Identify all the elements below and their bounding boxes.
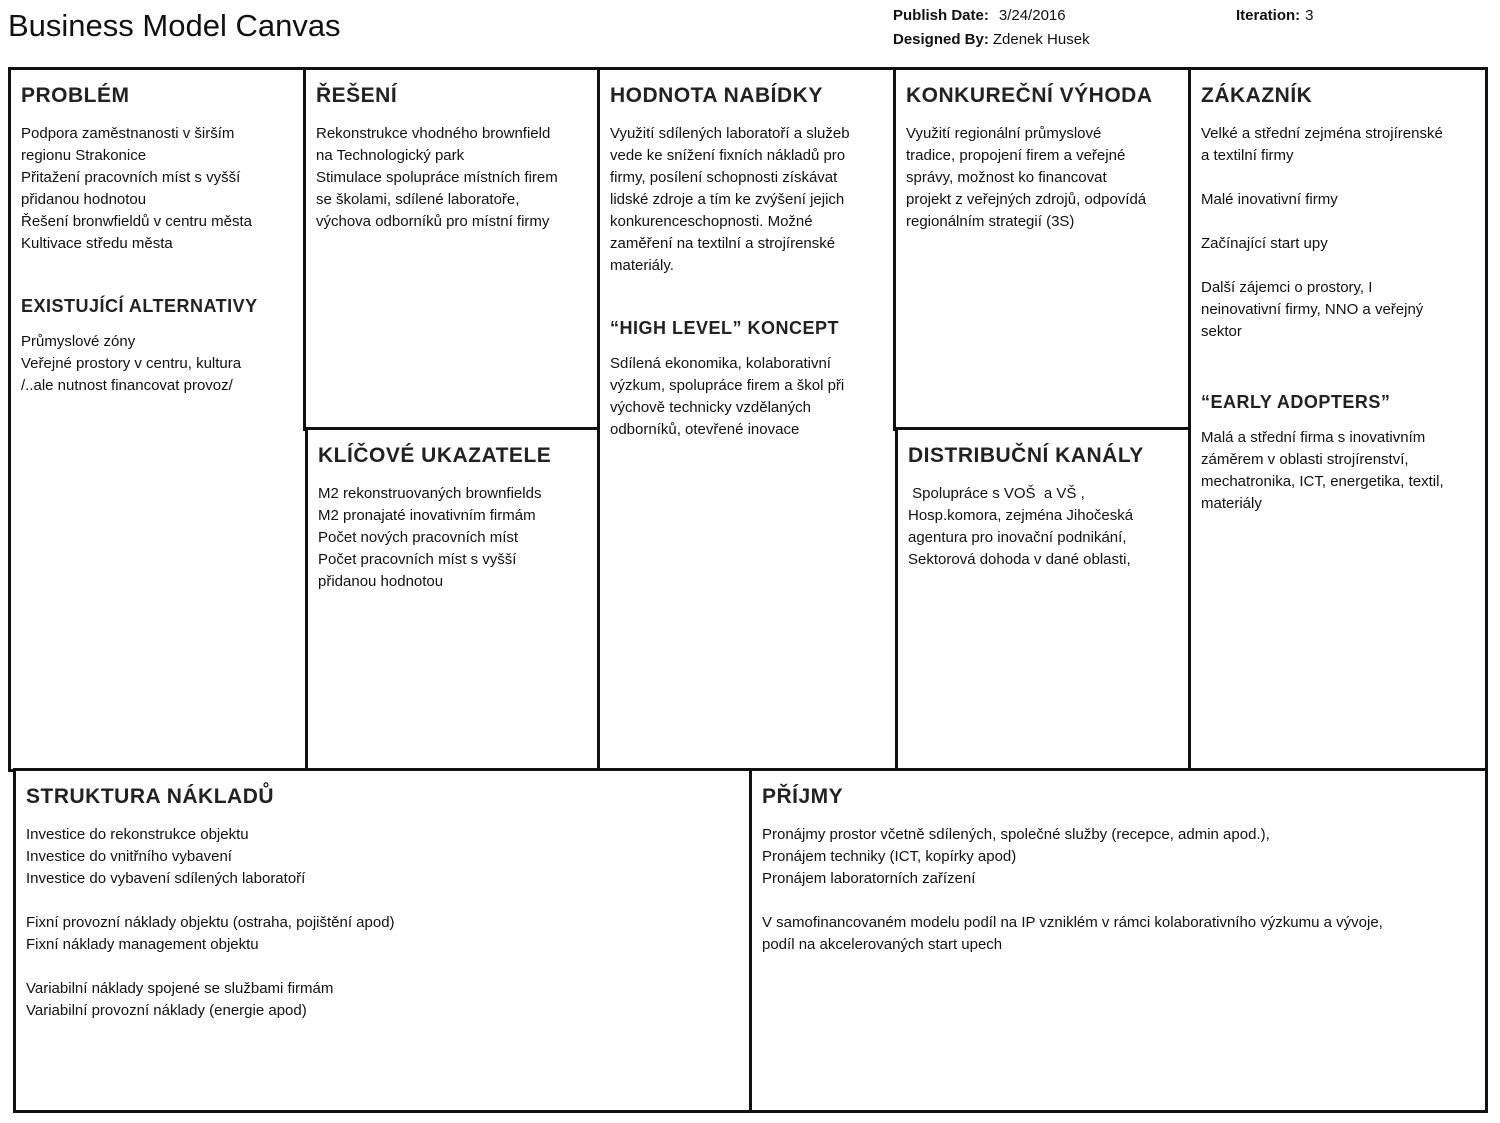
costs-line xyxy=(26,956,741,978)
metrics-block xyxy=(305,427,603,772)
customer-line xyxy=(1201,255,1475,277)
iteration xyxy=(1236,7,1314,24)
problem-block xyxy=(8,67,308,772)
concept-title: “HIGH LEVEL” KONCEPT xyxy=(610,318,840,338)
metrics-line: Počet nových pracovních míst xyxy=(318,529,519,546)
problem-list xyxy=(21,123,295,255)
problem-line: regionu Strakonice xyxy=(21,147,147,164)
channels-block xyxy=(895,427,1194,772)
alternatives-line: Veřejné prostory v centru, kultura xyxy=(21,355,242,372)
concept-line: výzkum, spolupráce firem a škol při xyxy=(610,377,845,394)
metrics-line: Počet pracovních míst s vyšší xyxy=(318,551,517,568)
iteration-label: Iteration: xyxy=(1236,7,1301,24)
metrics-list xyxy=(318,483,590,593)
alternatives-line: Průmyslové zóny xyxy=(21,333,136,350)
problem-line: Kultivace středu města xyxy=(21,235,173,252)
value-line: firmy, posílení schopnosti získávat xyxy=(610,169,838,186)
customer-line: neinovativní firmy, NNO a veřejný xyxy=(1201,301,1424,318)
publish-date xyxy=(893,7,1066,24)
early-adopters-title: “EARLY ADOPTERS” xyxy=(1201,392,1391,412)
costs-line: Variabilní náklady spojené se službami firmám xyxy=(26,980,334,997)
customer-line: Začínající start upy xyxy=(1201,235,1328,252)
advantage-line: správy, možnost ko financovat xyxy=(906,169,1107,186)
costs-line: Investice do vnitřního vybavení xyxy=(26,848,232,865)
value-list xyxy=(610,123,885,277)
solution-list xyxy=(316,123,589,233)
advantage-block xyxy=(893,67,1193,431)
early-adopters-line: materiály xyxy=(1201,495,1262,512)
customer-line xyxy=(1201,211,1475,233)
customer-block xyxy=(1188,67,1488,772)
value-line: materiály. xyxy=(610,257,674,274)
problem-line: Podpora zaměstnanosti v širším xyxy=(21,125,235,142)
iteration-value: 3 xyxy=(1305,7,1314,24)
page-title: Business Model Canvas xyxy=(8,8,341,43)
alternatives-list xyxy=(21,331,295,397)
costs-line: Investice do vybavení sdílených laboratoří xyxy=(26,870,306,887)
costs-line: Fixní provozní náklady objektu (ostraha, pojištění apod) xyxy=(26,914,395,931)
problem-line: přidanou hodnotou xyxy=(21,191,147,208)
concept-line: odborníků, otevřené inovace xyxy=(610,421,800,438)
solution-line: na Technologický park xyxy=(316,147,465,164)
alternatives-title: EXISTUJÍCÍ ALTERNATIVY xyxy=(21,296,258,316)
revenue-line: podíl na akcelerovaných start upech xyxy=(762,936,1003,953)
revenue-block xyxy=(749,768,1488,1113)
early-adopters-line: Malá a střední firma s inovativním xyxy=(1201,429,1426,446)
value-line: konkurenceschopnosti. Možné xyxy=(610,213,813,230)
customer-line: Malé inovativní firmy xyxy=(1201,191,1338,208)
metrics-line: M2 pronajaté inovativním firmám xyxy=(318,507,536,524)
customer-line xyxy=(1201,167,1475,189)
channels-line: Sektorová dohoda v dané oblasti, xyxy=(908,551,1131,568)
revenue-line: Pronájem laboratorních zařízení xyxy=(762,870,976,887)
customer-line: Další zájemci o prostory, I xyxy=(1201,279,1373,296)
advantage-line: tradice, propojení firem a veřejné xyxy=(906,147,1126,164)
advantage-list xyxy=(906,123,1180,233)
costs-line: Variabilní provozní náklady (energie apod) xyxy=(26,1002,307,1019)
concept-line: Sdílená ekonomika, kolaborativní xyxy=(610,355,831,372)
advantage-title: KONKUREČNÍ VÝHODA xyxy=(906,84,1153,107)
concept-list xyxy=(610,353,885,441)
revenue-line: Pronájmy prostor včetně sdílených, společné služby (recepce, admin apod.), xyxy=(762,826,1270,843)
designed-by xyxy=(893,31,1090,48)
customer-title: ZÁKAZNÍK xyxy=(1201,84,1313,107)
costs-line xyxy=(26,890,741,912)
revenue-line: V samofinancovaném modelu podíl na IP vzniklém v rámci kolaborativního výzkumu a vývoje, xyxy=(762,914,1383,931)
solution-line: Stimulace spolupráce místních firem xyxy=(316,169,558,186)
metrics-title: KLÍČOVÉ UKAZATELE xyxy=(318,444,552,467)
value-line: zaměření na textilní a strojírenské xyxy=(610,235,836,252)
revenue-line: Pronájem techniky (ICT, kopírky apod) xyxy=(762,848,1017,865)
advantage-line: regionálním strategií (3S) xyxy=(906,213,1075,230)
customer-line: Velké a střední zejména strojírenské xyxy=(1201,125,1443,142)
revenue-line xyxy=(762,890,1475,912)
advantage-line: projekt z veřejných zdrojů, odpovídá xyxy=(906,191,1147,208)
revenue-title: PŘÍJMY xyxy=(762,785,844,808)
solution-line: se školami, sdílené laboratoře, xyxy=(316,191,520,208)
customer-list xyxy=(1201,123,1475,343)
early-adopters-line: mechatronika, ICT, energetika, textil, xyxy=(1201,473,1444,490)
solution-line: výchova odborníků pro místní firmy xyxy=(316,213,550,230)
solution-title: ŘEŠENÍ xyxy=(316,84,398,107)
designed-by-label: Designed By: xyxy=(893,31,989,48)
early-adopters-line: záměrem v oblasti strojírenství, xyxy=(1201,451,1409,468)
customer-line: sektor xyxy=(1201,323,1242,340)
channels-line: Hosp.komora, zejména Jihočeská xyxy=(908,507,1134,524)
value-line: lidské zdroje a tím ke zvýšení jejich xyxy=(610,191,845,208)
value-title: HODNOTA NABÍDKY xyxy=(610,84,823,107)
revenue-list xyxy=(762,824,1475,956)
publish-date-value: 3/24/2016 xyxy=(998,7,1066,24)
channels-line: agentura pro inovační podnikání, xyxy=(908,529,1127,546)
channels-list xyxy=(908,483,1181,571)
alternatives-line: /..ale nutnost financovat provoz/ xyxy=(21,377,233,394)
costs-line: Fixní náklady management objektu xyxy=(26,936,259,953)
channels-title: DISTRIBUČNÍ KANÁLY xyxy=(908,444,1144,467)
early-adopters-list xyxy=(1201,427,1475,515)
costs-title: STRUKTURA NÁKLADŮ xyxy=(26,785,275,808)
value-line: Využití sdílených laboratoří a služeb xyxy=(610,125,850,142)
solution-block xyxy=(303,67,602,431)
problem-line: Přitažení pracovních míst s vyšší xyxy=(21,169,241,186)
customer-line: a textilní firmy xyxy=(1201,147,1294,164)
metrics-line: M2 rekonstruovaných brownfields xyxy=(318,485,542,502)
value-block xyxy=(597,67,898,772)
solution-line: Rekonstrukce vhodného brownfield xyxy=(316,125,551,142)
problem-line: Řešení bronwfieldů v centru města xyxy=(21,213,252,230)
designed-by-value: Zdenek Husek xyxy=(992,31,1090,48)
costs-list xyxy=(26,824,741,1022)
advantage-line: Využití regionální průmyslové xyxy=(906,125,1102,142)
channels-line: Spolupráce s VOŠ a VŠ , xyxy=(908,485,1085,502)
publish-date-label: Publish Date: xyxy=(893,7,989,24)
problem-title: PROBLÉM xyxy=(21,84,130,107)
costs-line: Investice do rekonstrukce objektu xyxy=(26,826,249,843)
metrics-line: přidanou hodnotou xyxy=(318,573,444,590)
costs-block xyxy=(13,768,754,1113)
value-line: vede ke snížení fixních nákladů pro xyxy=(610,147,846,164)
concept-line: výchově technicky vzdělaných xyxy=(610,399,811,416)
